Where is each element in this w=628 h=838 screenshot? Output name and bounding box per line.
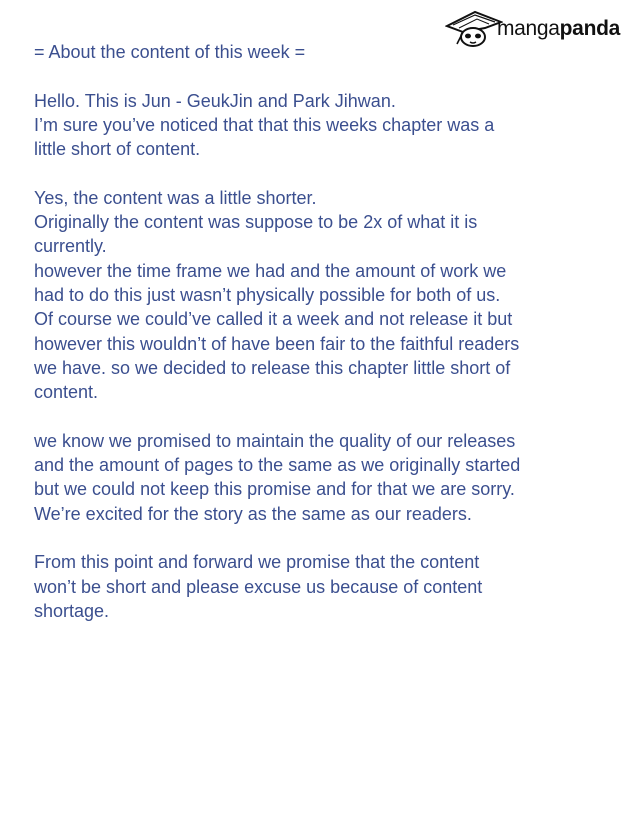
paragraph-line: we know we promised to maintain the quality of our releases [34,430,516,451]
paragraph-line: however this wouldn’t of have been fair to the faithful readers [34,333,520,354]
paragraph-line: had to do this just wasn’t physically possible for both of us. [34,284,501,305]
paragraph-line: content. [34,382,99,403]
logo-wordmark [497,18,620,39]
paragraph-line: little short of content. [34,139,201,160]
logo-text-light: manga [496,16,560,40]
paragraph-line: currently. [34,236,107,257]
paragraph-line: Originally the content was suppose to be 2x of what it is [34,212,478,233]
letter-body [34,40,614,647]
paragraph-explanation [34,186,614,405]
logo-text-bold: panda [559,16,620,40]
paragraph-line: Yes, the content was a little shorter. [34,187,317,208]
paragraph-line: From this point and forward we promise that the content [34,552,480,573]
paragraph-line: however the time frame we had and the amount of work we [34,260,507,281]
paragraph-greeting [34,89,614,162]
paragraph-line: Hello. This is Jun - GeukJin and Park Jihwan. [34,90,396,111]
paragraph-line: shortage. [34,600,110,621]
paragraph-apology [34,429,614,526]
paragraph-line: and the amount of pages to the same as we originally started [34,455,521,476]
paragraph-line: we have. so we decided to release this chapter little short of [34,357,511,378]
paragraph-line: Of course we could’ve called it a week and not release it but [34,309,513,330]
letter-heading [34,40,614,64]
letter-heading-text: = About the content of this week = [34,42,306,62]
paragraph-line: won’t be short and please excuse us because of content [34,576,483,597]
paragraph-line: but we could not keep this promise and for that we are sorry. [34,479,515,500]
paragraph-line: I’m sure you’ve noticed that that this weeks chapter was a [34,114,495,135]
paragraph-line: We’re excited for the story as the same as our readers. [34,503,472,524]
paragraph-promise [34,550,614,623]
